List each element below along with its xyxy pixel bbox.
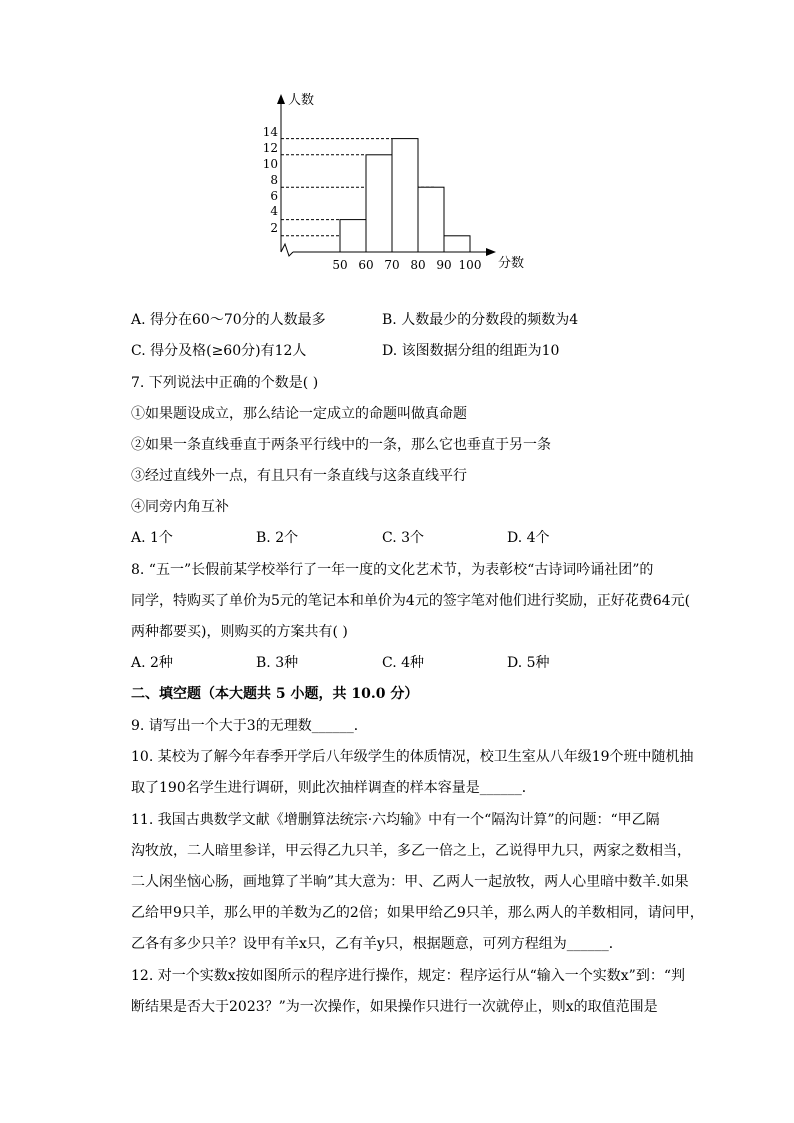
q11-line-5: 乙各有多少只羊？设甲有羊x只，乙有羊y只，根据题意，可列方程组为______． — [131, 936, 623, 952]
q10-line-2: 取了190名学生进行调研，则此次抽样调查的样本容量是______． — [131, 780, 536, 796]
histogram-bars — [340, 139, 470, 252]
histogram-bar-60-70 — [366, 155, 392, 252]
q8-option-a: A. 2种 — [131, 655, 173, 671]
q11-line-4: 乙给甲9只羊，那么甲的羊数为乙的2倍；如果甲给乙9只羊，那么两人的羊数相同，请问甲， — [131, 905, 704, 921]
q10-line-1: 10. 某校为了解今年春季开学后八年级学生的体质情况，校卫生室从八年级19个班中随机抽 — [131, 749, 694, 765]
y-tick-14: 14 — [262, 125, 278, 139]
q7-option-d: D. 4个 — [507, 530, 550, 546]
x-tick-70: 70 — [384, 258, 400, 272]
q7-option-b: B. 2个 — [256, 530, 299, 546]
q6-option-c: C. 得分及格(≥60分)有12人 — [131, 343, 307, 359]
q8-option-c: C. 4种 — [382, 655, 425, 671]
q6-option-d: D. 该图数据分组的组距为10 — [382, 343, 560, 359]
y-tick-6: 6 — [270, 189, 278, 203]
q11-line-2: 沟牧放，二人暗里参详，甲云得乙九只羊，多乙一倍之上，乙说得甲九只，两家之数相当， — [131, 843, 691, 859]
x-tick-labels — [332, 258, 481, 272]
histogram-bar-90-100 — [444, 236, 470, 252]
x-axis-label: 分数 — [498, 256, 525, 271]
x-axis-arrow — [486, 248, 496, 256]
y-axis-arrow — [277, 94, 285, 104]
q6-option-a: A. 得分在60～70分的人数最多 — [131, 312, 326, 328]
axis-break — [281, 244, 293, 256]
q7-item-1: ①如果题设成立，那么结论一定成立的命题叫做真命题 — [131, 406, 467, 422]
y-tick-4: 4 — [270, 204, 278, 218]
histogram-chart — [250, 86, 550, 278]
y-tick-2: 2 — [270, 221, 278, 235]
x-tick-80: 80 — [410, 258, 426, 272]
histogram-bar-70-80 — [392, 139, 418, 252]
x-tick-50: 50 — [332, 258, 348, 272]
y-tick-12: 12 — [262, 141, 278, 155]
q7-option-c: C. 3个 — [382, 530, 425, 546]
q8-line-2: 同学，特购买了单价为5元的笔记本和单价为4元的签字笔对他们进行奖励，正好花费64元( — [131, 593, 691, 609]
q6-option-b: B. 人数最少的分数段的频数为4 — [382, 312, 579, 328]
histogram-bar-80-90 — [418, 187, 444, 252]
q8-option-b: B. 3种 — [256, 655, 299, 671]
q8-line-3: 两种都要买)，则购买的方案共有( ) — [131, 624, 348, 640]
section-2-title: 二、填空题（本大题共 5 小题，共 10.0 分） — [131, 686, 419, 702]
q11-line-3: 二人闲坐恼心肠，画地算了半晌”其大意为：甲、乙两人一起放牧，两人心里暗中数羊.如果 — [131, 874, 689, 890]
q12-line-2: 断结果是否大于2023？”为一次操作，如果操作只进行一次就停止，则x的取值范围是 — [131, 999, 658, 1015]
x-tick-60: 60 — [358, 258, 374, 272]
y-tick-10: 10 — [262, 157, 278, 171]
q11-line-1: 11. 我国古典数学文献《增删算法统宗·六均输》中有一个“隔沟计算”的问题：“甲乙隔 — [131, 812, 660, 828]
x-tick-100: 100 — [458, 258, 482, 272]
histogram-bar-50-60 — [340, 220, 366, 252]
q7-item-2: ②如果一条直线垂直于两条平行线中的一条，那么它也垂直于另一条 — [131, 437, 551, 453]
q8-line-1: 8. “五一”长假前某学校举行了一年一度的文化艺术节，为表彰校“古诗词吟诵社团”的 — [131, 562, 654, 578]
q7-item-4: ④同旁内角互补 — [131, 499, 229, 515]
y-tick-labels — [263, 125, 279, 235]
y-tick-8: 8 — [270, 173, 278, 187]
x-tick-90: 90 — [436, 258, 452, 272]
q7-stem: 7. 下列说法中正确的个数是( ) — [131, 375, 319, 391]
q12-line-1: 12. 对一个实数x按如图所示的程序进行操作，规定：程序运行从“输入一个实数x”到：“判 — [131, 968, 685, 984]
q7-item-3: ③经过直线外一点，有且只有一条直线与这条直线平行 — [131, 468, 467, 484]
q7-option-a: A. 1个 — [131, 530, 173, 546]
q9-text: 9. 请写出一个大于3的无理数______． — [131, 718, 368, 734]
q8-option-d: D. 5种 — [507, 655, 550, 671]
y-axis-label: 人数 — [288, 93, 315, 108]
